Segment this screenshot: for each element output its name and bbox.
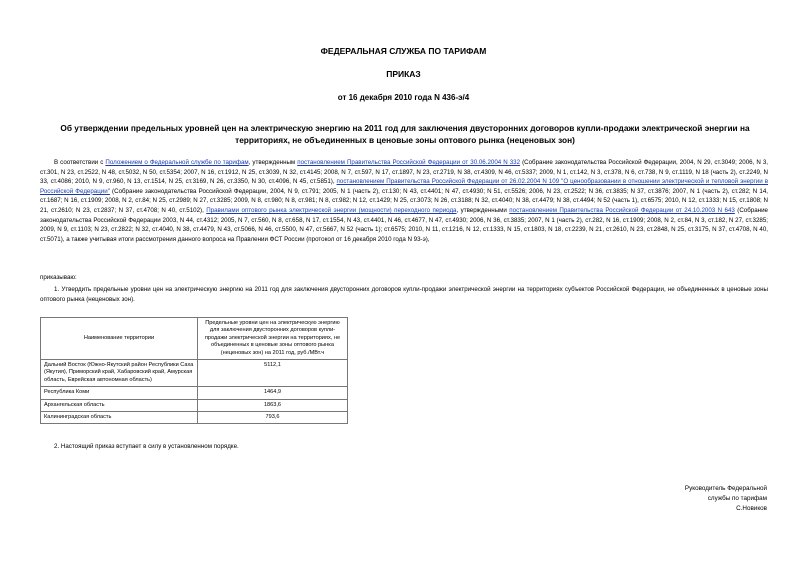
- column-header-territory: Наименование территории: [41, 318, 198, 360]
- doc-title: Об утверждении предельных уровней цен на электрическую энергию на 2011 год для заключения двусторонних договоров купли-продажи электрической энергии на территориях, не объединенных в ценовые зоны оптового рынка (неценовых зон): [60, 123, 750, 145]
- doc-type: ПРИКАЗ: [386, 69, 421, 79]
- doc-date-number: от 16 декабря 2010 года N 436-э/4: [337, 93, 470, 102]
- table-row: [41, 412, 348, 424]
- signature-position-2: службы по тарифам: [707, 495, 767, 502]
- preamble-text-4: (Собрание законодательства Российской Федерации, 2004, N 9, ст.791; 2005, N 1 (часть 2), ст.130; N 43, ст.4401; N 47, ст.4930; N 51, ст.5526; 2006, N 23, ст.2522; N 36, ст.3835; N 37, ст.3876; 2007, N 1 (часть 2), ст.282; N 14, ст.1687; N 16, ст.1909; 2008, N 2, ст.84; N 25, ст.2989; N 27, ст.3285; 2009, N 8, ст.980; N 8, ст.981; N 8, ст.982; N 12, ст.1429; N 25, ст.3073; N 26, ст.3188; N 32, ст.4040; N 38, ст.4479; N 38, ст.4494; N 52 (часть 1), ст.6575; 2010, N 12, ст.1333; N 15, ст.1808; N 21, ст.2610; N 23, ст.2837; N 37, ст.4708; N 40, ст.5102),: [40, 187, 768, 214]
- preamble-paragraph: [40, 158, 768, 244]
- agency-title: ФЕДЕРАЛЬНАЯ СЛУЖБА ПО ТАРИФАМ: [320, 46, 487, 56]
- territory-cell: Республика Коми: [41, 387, 198, 399]
- table-row: [41, 399, 348, 411]
- price-cell: 1863,6: [198, 399, 348, 411]
- link-decree-332[interactable]: постановлением Правительства Российской Федерации от 30.06.2004 N 332: [297, 159, 521, 166]
- link-decree-643[interactable]: постановлением Правительства Российской Федерации от 24.10.2003 N 643: [509, 206, 735, 214]
- link-wholesale-rules[interactable]: Правилами оптового рынка электрической энергии (мощности) переходного периода: [206, 206, 457, 214]
- price-cell: 793,6: [198, 412, 348, 424]
- preamble-text-5: , утвержденными: [456, 206, 510, 214]
- link-decree-109[interactable]: постановлением Правительства Российской Федерации от 26.02.2004 N 109 "О ценообразовании в отношении электрической и тепловой энергии в Российской Федерации": [40, 178, 768, 195]
- territory-cell: Калининградская область: [41, 412, 198, 424]
- table-row: [41, 360, 348, 387]
- signature-position-1: Руководитель Федеральной: [684, 485, 767, 492]
- preamble-text-2: , утвержденным: [248, 159, 298, 166]
- preamble-text-1: В соответствии с: [54, 159, 106, 166]
- signature-name: С.Новиков: [736, 505, 767, 512]
- price-cell: 1464,9: [198, 387, 348, 399]
- territory-cell: Дальний Восток (Южно-Якутский район Республики Саха (Якутия), Приморский край, Хабаровский край, Амурская область, Еврейская автономная область): [41, 360, 198, 387]
- price-cell: 5112,1: [198, 360, 348, 387]
- preamble-text-6: (Собрание законодательства Российской Федерации 2003, N 44, ст.4312; 2005, N 7, ст.560, N 8, ст.658, N 17, ст.1554, N 43, ст.4401, N 46, ст.4677, N 47, ст.4930; 2006, N 36, ст.3835; 2007, N 1 (часть 2), ст.282, N 16, ст.1909; 2008, N 2, ст.84, N 3, ст.182, N 27, ст.3285; 2009, N 9, ст.1103; N 23, ст.2822; N 32, ст.4040, N 38, ст.4479, N 43, ст.5066, N 46, ст.5500, N 47, ст.5667, N 52 (часть 1); ст.6575; 2010, N 11, ст.1216, N 12, ст.1333, N 15, ст.1803, N 18, ст.2239, N 21, ст.2610, N 23, ст.2848, N 25, ст.3175, N 37, ст.4708, N 40, ст.5071), а также учитывая итоги рассмотрения данного вопроса на Правлении ФСТ России (протокол от 16 декабря 2010 года N 93-э),: [40, 206, 768, 243]
- order-word: приказываю:: [40, 274, 77, 281]
- table-header-row: [41, 318, 348, 360]
- price-limits-table: [40, 317, 348, 424]
- link-fst-regulation[interactable]: Положением о Федеральной службе по тарифам: [105, 159, 249, 166]
- preamble-text-3: (Собрание законодательства Российской Федерации, 2004, N 29, ст.3049; 2006, N 3, ст.301, N 23, ст.2522, N 48, ст.5032, N 50, ст.5354; 2007, N 16, ст.1912, N 25, ст.3039, N 32, ст.4145; 2008, N 7, ст.597, N 17, ст.1897, N 23, ст.2719, N 38, ст.4309, N 46, ст.5337; 2009, N 1, ст.142, N 3, ст.378, N 6, ст.738, N 9, ст.1119, N 18 (часть 2), ст.2249, N 33, ст.4086; 2010, N 9, ст.960, N 13, ст.1514, N 25, ст.3169, N 26, ст.3350, N 30, ст.4096, N 45, ст.5851),: [40, 159, 768, 186]
- order-item-1: 1. Утвердить предельные уровни цен на электрическую энергию на 2011 год для заключения двусторонних договоров купли-продажи электрической энергии на территориях субъектов Российской Федерации, не объединенных в ценовые зоны оптового рынка (неценовых зон).: [40, 286, 768, 303]
- signature-block: [607, 484, 767, 514]
- table-row: [41, 387, 348, 399]
- territory-cell: Архангельская область: [41, 399, 198, 411]
- column-header-price: Предельные уровни цен на электрическую энергию для заключения двусторонних договоров купли-продажи электрической энергии на территориях, не объединенных в ценовые зоны оптового рынка (неценовых зон) на 2011 год, руб./МВт.ч: [198, 318, 348, 360]
- order-item-2: 2. Настоящий приказ вступает в силу в установленном порядке.: [54, 443, 239, 450]
